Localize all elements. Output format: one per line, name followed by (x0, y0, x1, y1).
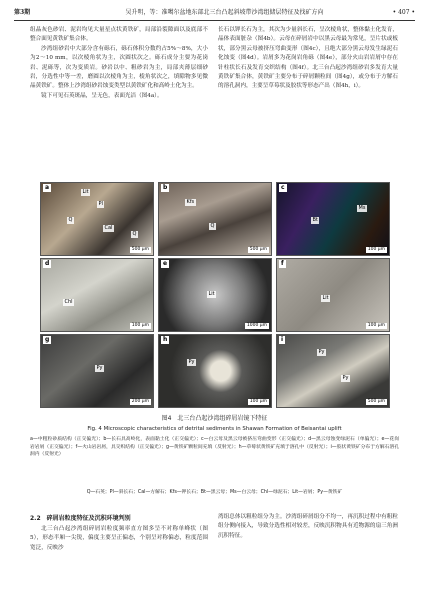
panel-label: f (281, 260, 284, 267)
micrograph-panel-i (276, 334, 390, 408)
paragraph: 沙湾组砂岩中大部分含有砾石，砾石体积分数约占5%～8%，大小为2～10 mm，以次棱角状为主，次圆状次之。砾石成分主要为花岗岩、泥砾等，次为变质岩。砂岩以中、粗砂岩为主，局部夹薄层细砂岩，分选性中等一差，磨圆以次棱角为主，棱角状次之，填隙物多见微晶黄铁矿。整体上沙湾组砂岩蚀变类型以黄铁矿化和高岭土化为主。 (30, 45, 208, 90)
scale-bar: 1000 μm (246, 323, 267, 328)
left-column-top (30, 26, 208, 101)
right-column-top (218, 26, 398, 92)
paragraph: 镜下可见石英斑晶，呈无色，表面光洁（图4a）。 (41, 92, 163, 99)
scale-bar: 100 μm (367, 247, 385, 252)
micrograph-panel-f (276, 258, 390, 332)
paragraph: 组晶灰色砂岩、泥岩均见大量星点状黄铁矿，局部沿裂隙面以及底部不整合面见黄铁矿集合体。 (30, 27, 208, 43)
mineral-label: Chl (64, 299, 73, 305)
micrograph-panel-e (158, 258, 272, 332)
paragraph: 湾组总体以粗粒组分为主。沙湾组碎屑组分不均一，再沉积过程中有粗粒组分侧向接入，导致分选性相对较差，反映沉积物具有近物源的扇三角洲沉积特征。 (218, 514, 398, 539)
micrograph-panel-b (158, 182, 272, 256)
mineral-label: Py (318, 349, 325, 355)
running-header (14, 6, 415, 21)
scale-bar: 500 μm (367, 399, 385, 404)
scale-bar: 100 μm (249, 399, 267, 404)
running-title: 吴升明，等：准噶尔盆地东部北三台凸起斜坡带沙湾组储层特征及找矿方向 (125, 9, 324, 16)
figure-legend: a—中粗粒砂质结构（正交偏光）；b—长石具高岭化，表面黏土化（正交偏光）；c—白云母及黑云母被挤压弯曲变形（正交偏光）；d—黑云母蚀变绿泥石（单偏光）；e—花岗岩岩屑（正交偏光）；f—火山岩岩屑，具交织结构（正交偏光）；g—黄铁矿颗粒间充填（反射光）；h—草莓状黄铁矿充填于溶孔中（反射光）；i—胶状黄铁矿分布于方解石溶孔洞内（反射光） (30, 437, 399, 458)
paragraph: 北三台凸起沙湾组碎屑岩粒度频率直方图多呈不对称单峰状（图5），形态半厢一尖锐，偏度主要呈正偏态，个别呈对称偏态，粒度范围宽泛，反映沙 (30, 526, 208, 551)
mineral-label: Lit (208, 291, 215, 297)
mineral-label: Q (132, 231, 137, 237)
mineral-label: Lit (82, 189, 89, 195)
micrograph-panel-a (40, 182, 154, 256)
mineral-abbreviations: Q—石英；Pl—斜长石；Cal—方解石；Kfs—钾长石；Bt—黑云母；Ms—白云母；Chl—绿泥石；Lit—岩屑；Py—黄铁矿 (86, 490, 343, 495)
right-column-bottom (218, 513, 398, 541)
scale-bar: 100 μm (131, 323, 149, 328)
panel-label: c (281, 184, 285, 191)
micrograph-figure (40, 182, 388, 410)
panel-label: i (281, 336, 284, 343)
panel-label: d (45, 260, 50, 267)
mineral-label: Lit (322, 295, 329, 301)
panel-label: b (163, 184, 168, 191)
mineral-label: Ms (358, 205, 366, 211)
panel-label: g (45, 336, 50, 343)
mineral-label: Pl (98, 201, 103, 207)
left-column-bottom (30, 525, 208, 553)
panel-label: a (45, 184, 50, 191)
micrograph-panel-c (276, 182, 390, 256)
mineral-label: Cal (104, 225, 113, 231)
mineral-label: Q (210, 223, 215, 229)
mineral-label: Py (342, 375, 349, 381)
paragraph: 长石以钾长石为主，其次为少量斜长石，呈次棱角状，整体黏土化发育，晶体表面脏杂（图4b）。云母在碎屑岩中以黑云母最为常见，呈片状或板状，部分黑云母被挤压弯曲变形（图4c），且绝大部分黑云母发生绿泥石化蚀变（图4d）。岩屑多为花岗岩角砾（图4e），部分火山岩岩屑中存在针柱状长石及发育交织结构（图4f）。北三台凸起沙湾组砂岩多发育大量黄铁矿集合体，黄铁矿主要分布于碎屑颗粒间（图4g），或分布于方解石的溶孔洞内，主要呈草莓状及胶状等形态产出（图4h，i）。 (218, 27, 398, 90)
section-heading: 2.2 碎屑岩粒度特征及沉积环境判别 (30, 515, 131, 522)
issue-number: 第3期 (14, 9, 31, 16)
scale-bar: 500 μm (131, 247, 149, 252)
panel-label: e (163, 260, 168, 267)
mineral-label: Kfs (186, 199, 195, 205)
panel-label: h (163, 336, 168, 343)
micrograph-panel-g (40, 334, 154, 408)
mineral-label: Q (68, 217, 73, 223)
scale-bar: 200 μm (131, 399, 149, 404)
micrograph-panel-h (158, 334, 272, 408)
figure-caption-cn: 图4 北三台凸起沙湾组碎屑岩镜下特征 (161, 415, 268, 422)
mineral-label: Bt (312, 217, 318, 223)
scale-bar: 100 μm (367, 323, 385, 328)
scale-bar: 500 μm (249, 247, 267, 252)
mineral-label: Py (188, 359, 195, 365)
figure-caption-en: Fig. 4 Microscopic characteristics of detrital sediments in Shawan Formation of Beisantai uplift (87, 426, 342, 432)
micrograph-panel-d (40, 258, 154, 332)
mineral-label: Py (96, 365, 103, 371)
page-number: • 407 • (392, 9, 415, 16)
